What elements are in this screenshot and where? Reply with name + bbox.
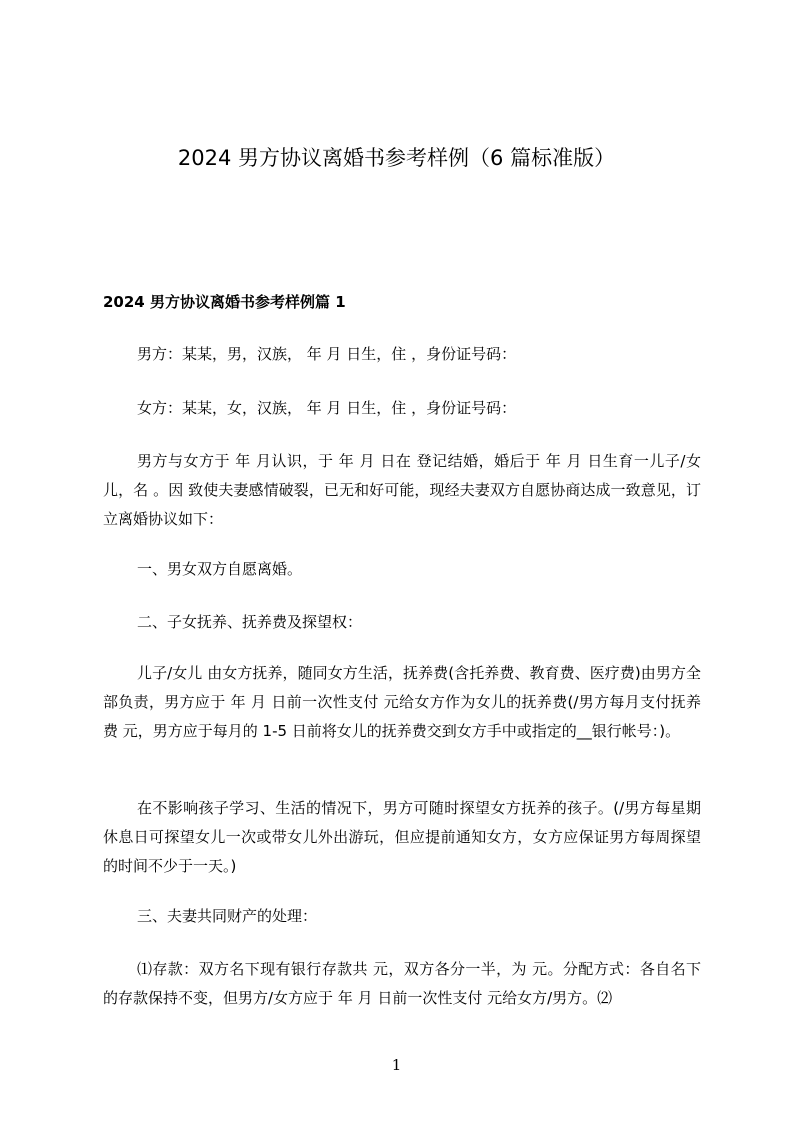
paragraph-male-party: 男方：某某，男，汉族， 年 月 日生，住 ，身份证号码： bbox=[137, 345, 517, 363]
paragraph-child-support: 儿子/女儿 由女方抚养，随同女方生活，抚养费(含托养费、教育费、医疗费)由男方全部负责，男方应于 年 月 日前一次性支付 元给女方作为女儿的抚养费(/男方每月支付抚养费 元，男方应于每月的 1-5 日前将女儿的抚养费交到女方手中或指定的__银行帐号：)。 bbox=[103, 664, 701, 740]
paragraph-visitation: 在不影响孩子学习、生活的情况下，男方可随时探望女方抚养的孩子。(/男方每星期休息日可探望女儿一次或带女儿外出游玩，但应提前通知女方，女方应保证男方每周探望的时间不少于一天。) bbox=[103, 799, 701, 875]
document-title: 2024 男方协议离婚书参考样例（6 篇标准版） bbox=[177, 146, 616, 170]
paragraph-female-party: 女方：某某，女，汉族， 年 月 日生，住 ，身份证号码： bbox=[137, 399, 517, 417]
clause-2-heading: 二、子女抚养、抚养费及探望权： bbox=[137, 613, 363, 631]
page-number: 1 bbox=[391, 1056, 402, 1074]
paragraph-savings: ⑴存款：双方名下现有银行存款共 元，双方各分一半，为 元。分配方式：各自名下的存款保持不变，但男方/女方应于 年 月 日前一次性支付 元给女方/男方。⑵ bbox=[103, 960, 701, 1007]
clause-1-divorce: 一、男女双方自愿离婚。 bbox=[137, 560, 303, 578]
clause-3-heading: 三、夫妻共同财产的处理： bbox=[137, 907, 318, 925]
section-heading: 2024 男方协议离婚书参考样例篇 1 bbox=[103, 293, 346, 311]
paragraph-marriage-background: 男方与女方于 年 月认识，于 年 月 日在 登记结婚，婚后于 年 月 日生育一儿子/女儿，名 。因 致使夫妻感情破裂，已无和好可能，现经夫妻双方自愿协商达成一致意见，订立离婚协议如下： bbox=[103, 452, 701, 528]
